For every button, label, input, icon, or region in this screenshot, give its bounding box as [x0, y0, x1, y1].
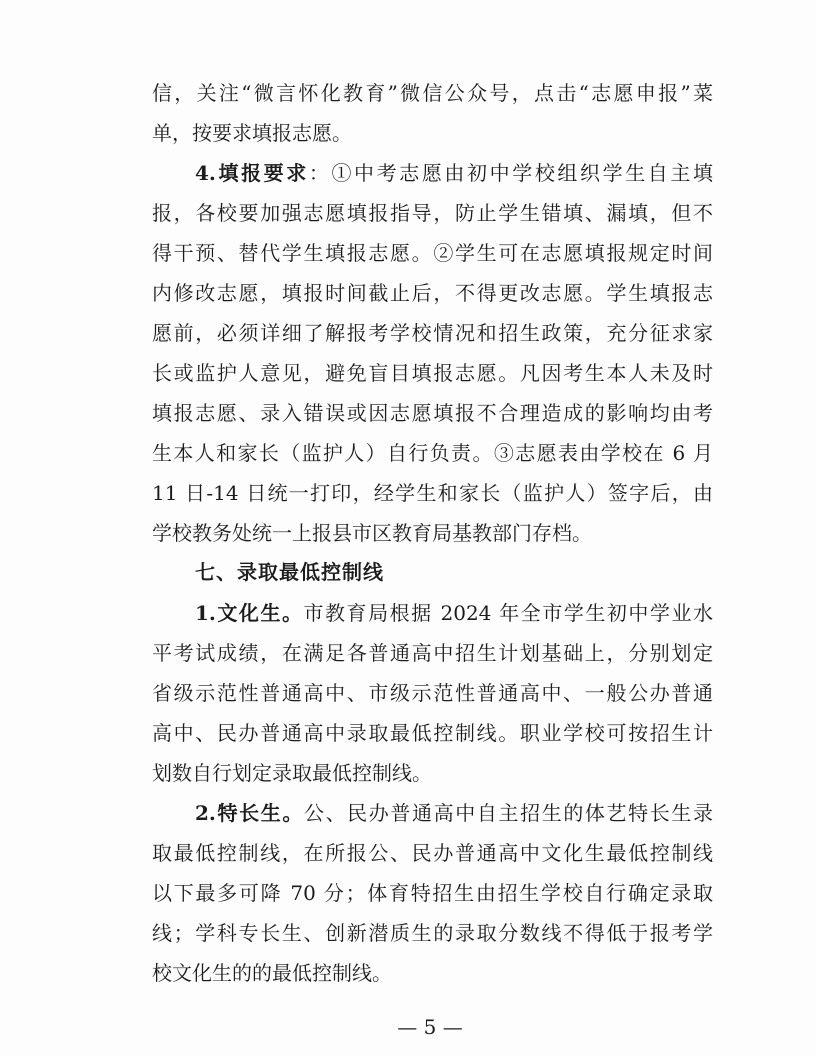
body-line: 得干预、替代学生填报志愿。②学生可在志愿填报规定时间	[152, 241, 713, 265]
section-heading: 七、录取最低控制线	[195, 562, 384, 584]
body-line: 学校教务处统一上报县市区教育局基教部门存档。	[152, 521, 592, 545]
body-line: 线；学科专长生、创新潜质生的录取分数线不得低于报考学	[152, 921, 713, 945]
page-number: — 5 —	[397, 1015, 463, 1039]
item-2-lead: 2.特长生。	[195, 801, 304, 825]
body-line: 11 日-14 日统一打印，经学生和家长（监护人）签字后，由	[152, 481, 713, 505]
item-2-line-text: 公、民办普通高中自主招生的体艺特长生录	[303, 801, 713, 825]
body-line: 长或监护人意见，避免盲目填报志愿。凡因考生本人未及时	[152, 361, 713, 385]
item-1-paragraph	[152, 593, 713, 793]
body-line: 划数自行划定录取最低控制线。	[152, 761, 432, 785]
body-line: 生本人和家长（监护人）自行负责。③志愿表由学校在 6 月	[152, 441, 713, 465]
item-1-first-line	[195, 593, 713, 633]
body-line: 以下最多可降 70 分；体育特招生由招生学校自行确定录取	[152, 881, 713, 905]
item-4-first-line	[195, 153, 713, 193]
body-line: 平考试成绩，在满足各普通高中招生计划基础上，分别划定	[152, 641, 713, 665]
item-4-line-text: ：①中考志愿由初中学校组织学生自主填	[308, 161, 713, 185]
item-4-paragraph	[152, 153, 713, 553]
body-line: 取最低控制线，在所报公、民办普通高中文化生最低控制线	[152, 841, 713, 865]
item-1-lead: 1.文化生。	[195, 601, 304, 625]
body-line: 报，各校要加强志愿填报指导，防止学生错填、漏填，但不	[152, 201, 713, 225]
body-line: 内修改志愿，填报时间截止后，不得更改志愿。学生填报志	[152, 281, 713, 305]
item-4-lead: 4.填报要求	[195, 161, 309, 185]
body-line: 愿前，必须详细了解报考学校情况和招生政策，充分征求家	[152, 321, 713, 345]
body-line: 填报志愿、录入错误或因志愿填报不合理造成的影响均由考	[152, 401, 713, 425]
item-2-paragraph	[152, 793, 713, 993]
body-line: 省级示范性普通高中、市级示范性普通高中、一般公办普通	[152, 681, 713, 705]
item-1-line-text: 市教育局根据 2024 年全市学生初中学业水	[303, 601, 713, 625]
document-body	[152, 73, 713, 993]
body-line: 高中、民办普通高中录取最低控制线。职业学校可按招生计	[152, 721, 713, 745]
body-line: 信，关注“微言怀化教育”微信公众号，点击“志愿申报”菜	[152, 81, 713, 105]
body-line: 校文化生的的最低控制线。	[152, 961, 392, 985]
body-line: 单，按要求填报志愿。	[152, 121, 352, 145]
item-2-first-line	[195, 793, 713, 833]
continued-paragraph	[152, 73, 713, 153]
